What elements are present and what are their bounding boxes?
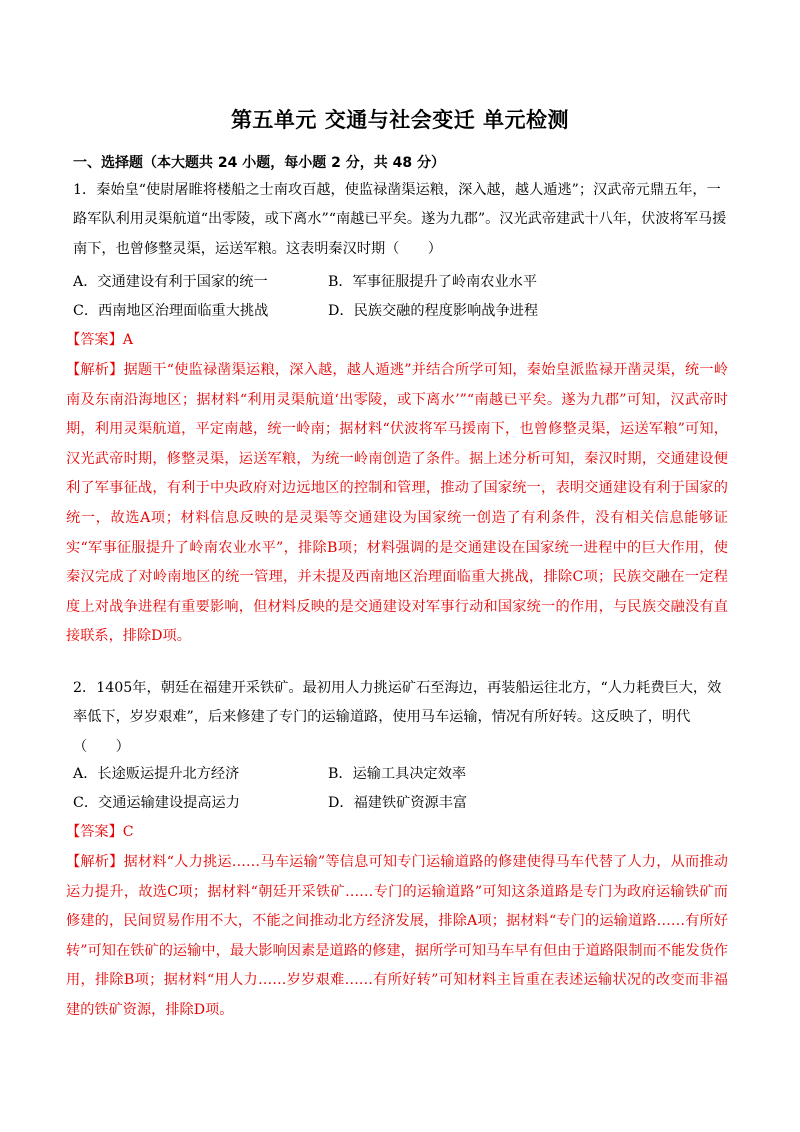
- question-2-analysis: 【解析】据材料“人力挑运……马车运输”等信息可知专门运输道路的修建使得马车代替了人力，从而推动运力提升，故选C项；据材料“朝廷开采铁矿……专门的运输道路”可知这条道路是专门为政府运输铁矿而修建的，民间贸易作用不大，不能之间推动北方经济发展，排除A项；据材料“专门的运输道路……有所好转”可知在铁矿的运输中，最大影响因素是道路的修建，据所学可知马车早有但由于道路限制而不能发货作用，排除B项；据材料“用人力……岁岁艰难……有所好转”可知材料主旨重在表述运输状况的改变而非福建的铁矿资源，排除D项。: [66, 854, 728, 1018]
- option-b: B．军事征服提升了岭南农业水平: [328, 274, 538, 290]
- question-2-answer: 【答案】C: [66, 824, 134, 840]
- question-1-answer: 【答案】A: [66, 332, 133, 348]
- question-2-stem: 2．1405年，朝廷在福建开采铁矿。最初用人力挑运矿石至海边，再装船运往北方，“人力耗费巨大，效率低下，岁岁艰难”，后来修建了专门的运输道路，使用马车运输，情况有所好转。这反映了，明代（ ）: [73, 680, 722, 755]
- question-1-analysis: 【解析】据题干“使监禄凿渠运粮，深入越，越人遁逃”并结合所学可知，秦始皇派监禄开凿灵渠，统一岭南及东南沿海地区；据材料“利用灵渠航道‘出零陵，或下离水’”“南越已平矣。遂为九郡”可知，汉武帝时期，利用灵渠航道，平定南越，统一岭南；据材料“伏波将军马援南下，也曾修整灵渠，运送军粮”可知，汉光武帝时期，修整灵渠，运送军粮，为统一岭南创造了条件。据上述分析可知，秦汉时期，交通建设便利了军事征战，有利于中央政府对边远地区的控制和管理，推动了国家统一，表明交通建设有利于国家的统一，故选A项；材料信息反映的是灵渠等交通建设为国家统一创造了有利条件，没有相关信息能够证实“军事征服提升了岭南农业水平”，排除B项；材料强调的是交通建设在国家统一进程中的巨大作用，使秦汉完成了对岭南地区的统一管理，并未提及西南地区治理面临重大挑战，排除C项；民族交融在一定程度上对战争进程有重要影响，但材料反映的是交通建设对军事行动和国家统一的作用，与民族交融没有直接联系，排除D项。: [66, 362, 728, 645]
- section-heading: 一、选择题（本大题共 24 小题，每小题 2 分，共 48 分）: [73, 155, 445, 171]
- option-c: C．西南地区治理面临重大挑战: [73, 303, 269, 319]
- question-1-options: [73, 268, 728, 326]
- option-d: D．民族交融的程度影响战争进程: [328, 303, 539, 319]
- option-a: A．长途贩运提升北方经济: [73, 766, 240, 782]
- question-1-stem: 1．秦始皇“使尉屠睢将楼船之士南攻百越，使监禄凿渠运粮，深入越，越人遁逃”；汉武帝元鼎五年，一路军队利用灵渠航道“出零陵，或下离水”“南越已平矣。遂为九郡”。汉光武帝建武十八年，伏波将军马援南下，也曾修整灵渠，运送军粮。这表明秦汉时期（ ）: [73, 182, 727, 257]
- page-title: 第五单元 交通与社会变迁 单元检测: [230, 108, 570, 132]
- option-d: D．福建铁矿资源丰富: [328, 795, 468, 811]
- option-a: A．交通建设有利于国家的统一: [73, 274, 268, 290]
- option-c: C．交通运输建设提高运力: [73, 795, 240, 811]
- option-b: B．运输工具决定效率: [328, 766, 467, 782]
- question-2-options: [73, 760, 728, 818]
